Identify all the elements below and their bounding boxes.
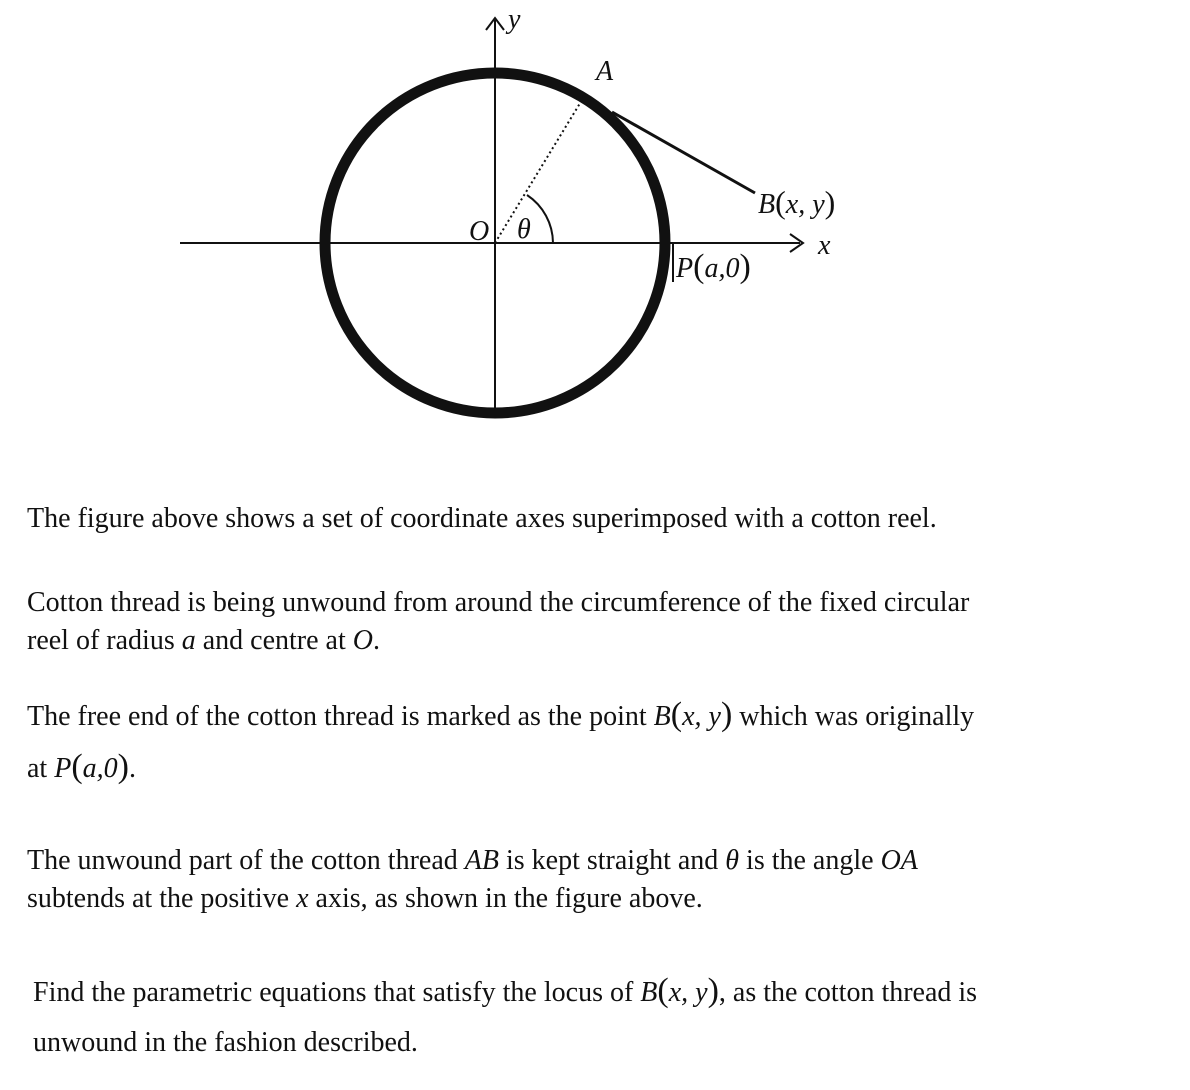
question-line-2: unwound in the fashion described. (33, 1027, 418, 1058)
reel-line-1: Cotton thread is being unwound from around the circumference of the fixed circular (27, 587, 970, 618)
point-b-inline: B(x, y) (653, 696, 733, 733)
paragraph-free-end (27, 690, 1139, 794)
reel-line-2: reel of radius a and centre at O. (27, 625, 380, 656)
unwound-line-2: subtends at the positive x axis, as shown in the figure above. (27, 883, 703, 914)
x-variable: x (296, 883, 309, 914)
question-line-1: Find the parametric equations that satisfy the locus of B(x, y), as the cotton thread is (33, 972, 978, 1009)
point-b-label: B(x, y) (758, 184, 836, 220)
point-b-question: B(x, y) (640, 972, 719, 1009)
y-axis-label: y (508, 4, 521, 35)
point-p-inline: P(a,0) (54, 748, 129, 785)
angle-theta-label: θ (517, 214, 531, 245)
oa-variable: OA (880, 845, 918, 876)
theta-variable: θ (725, 845, 740, 876)
unwound-line-1: The unwound part of the cotton thread AB is kept straight and θ is the angle OA (27, 845, 918, 876)
origin-label: O (469, 216, 490, 247)
radius-variable: a (181, 625, 196, 656)
intro-text: The figure above shows a set of coordinate axes superimposed with a cotton reel. (27, 503, 937, 534)
point-p-label: P(a,0) (676, 248, 751, 285)
ab-variable: AB (464, 845, 499, 876)
radius-oa-dotted (495, 95, 585, 243)
free-end-line-1: The free end of the cotton thread is marked as the point B(x, y) which was originally (27, 696, 975, 733)
point-a-label: A (596, 56, 614, 87)
free-end-line-2: at P(a,0). (27, 748, 136, 785)
paragraph-reel-description (27, 584, 1139, 660)
cotton-reel-diagram (0, 0, 1190, 470)
paragraph-question (33, 966, 1159, 1068)
x-axis-label: x (818, 230, 831, 261)
centre-variable: O (352, 625, 373, 656)
angle-theta-arc (527, 195, 553, 243)
paragraph-intro (27, 500, 1157, 538)
paragraph-unwound-part (27, 842, 1139, 918)
